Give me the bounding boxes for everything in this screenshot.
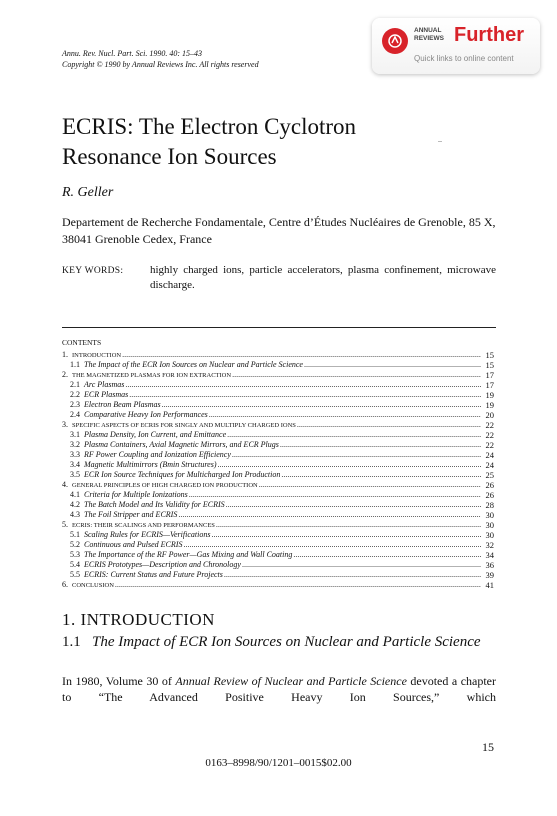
toc-entry bbox=[62, 380, 482, 390]
toc-entry-number: 1.1 bbox=[70, 360, 80, 369]
toc-entry bbox=[62, 540, 482, 550]
toc-leader-dots bbox=[189, 490, 481, 500]
toc-entry-page: 41 bbox=[485, 580, 494, 590]
toc-entry-title: GENERAL PRINCIPLES OF HIGH CHARGED ION PRODUCTION bbox=[72, 482, 258, 489]
toc-entry-title: The Impact of the ECR Ion Sources on Nuclear and Particle Science bbox=[84, 360, 303, 369]
toc-leader-dots bbox=[216, 520, 481, 530]
toc-entry-page: 30 bbox=[485, 520, 494, 530]
toc-entry-page: 30 bbox=[485, 510, 494, 520]
badge-annual: ANNUAL bbox=[414, 27, 442, 34]
toc-entry bbox=[62, 560, 482, 570]
toc-entry-label bbox=[62, 490, 188, 500]
toc-leader-dots bbox=[232, 370, 481, 380]
toc-entry-title: The Foil Stripper and ECRIS bbox=[84, 510, 178, 519]
toc-entry-page: 17 bbox=[485, 380, 494, 390]
toc-entry-page: 25 bbox=[485, 470, 494, 480]
toc-entry-number: 5.5 bbox=[70, 570, 80, 579]
toc-entry bbox=[62, 580, 482, 590]
toc-entry-number: 3.4 bbox=[70, 460, 80, 469]
toc-entry-title: Continuous and Pulsed ECRIS bbox=[84, 540, 183, 549]
toc-entry-number: 3.3 bbox=[70, 450, 80, 459]
toc-entry-label bbox=[62, 430, 226, 440]
toc-entry-number: 5.1 bbox=[70, 530, 80, 539]
toc-entry-label bbox=[62, 560, 241, 570]
toc-entry-title: ECRIS: THEIR SCALINGS AND PERFORMANCES bbox=[72, 522, 215, 529]
badge-further: Further bbox=[454, 24, 524, 46]
toc-leader-dots bbox=[259, 480, 481, 490]
toc-entry-number: 2.1 bbox=[70, 380, 80, 389]
toc-leader-dots bbox=[162, 400, 481, 410]
toc-entry-number: 4.3 bbox=[70, 510, 80, 519]
toc-entry-title: Magnetic Multimirrors (Bmin Structures) bbox=[84, 460, 217, 469]
toc-entry-number: 5.4 bbox=[70, 560, 80, 569]
toc-entry-page: 19 bbox=[485, 390, 494, 400]
toc-entry-page: 15 bbox=[485, 350, 494, 360]
toc-entry-number: 1. bbox=[62, 350, 68, 359]
toc-entry bbox=[62, 550, 482, 560]
para-journal: Annual Review of Nuclear and Particle Science bbox=[175, 674, 407, 688]
toc-entry-number: 2.4 bbox=[70, 410, 80, 419]
toc-entry-number: 3.2 bbox=[70, 440, 80, 449]
contents-list bbox=[62, 350, 482, 590]
toc-entry-page: 28 bbox=[485, 500, 494, 510]
toc-entry-label bbox=[62, 460, 217, 470]
toc-entry-title: Plasma Containers, Axial Magnetic Mirrors, and ECR Plugs bbox=[84, 440, 279, 449]
further-badge[interactable] bbox=[372, 18, 540, 74]
toc-entry-page: 22 bbox=[485, 440, 494, 450]
keywords-label: KEY WORDS: bbox=[62, 266, 124, 276]
toc-entry-title: Arc Plasmas bbox=[84, 380, 125, 389]
toc-entry-title: ECR Plasmas bbox=[84, 390, 129, 399]
toc-entry-number: 3.1 bbox=[70, 430, 80, 439]
toc-entry-page: 24 bbox=[485, 460, 494, 470]
para-part-1: In 1980, Volume 30 of bbox=[62, 674, 176, 688]
toc-entry-page: 17 bbox=[485, 370, 494, 380]
toc-entry-title: Criteria for Multiple Ionizations bbox=[84, 490, 188, 499]
toc-leader-dots bbox=[125, 380, 481, 390]
article-title bbox=[62, 112, 356, 172]
toc-entry-title: SPECIFIC ASPECTS OF ECRIS FOR SINGLY AND MULTIPLY CHARGED IONS bbox=[72, 422, 296, 429]
toc-entry bbox=[62, 470, 482, 480]
toc-entry-label bbox=[62, 440, 279, 450]
toc-entry-page: 36 bbox=[485, 560, 494, 570]
toc-entry-number: 2. bbox=[62, 370, 68, 379]
toc-entry-title: ECR Ion Source Techniques for Multicharged Ion Production bbox=[84, 470, 281, 479]
toc-leader-dots bbox=[227, 430, 481, 440]
toc-leader-dots bbox=[183, 540, 481, 550]
toc-entry-title: CONCLUSION bbox=[72, 582, 114, 589]
toc-entry-label bbox=[62, 550, 292, 560]
issn-line: 0163–8998/90/1201–0015$02.00 bbox=[205, 757, 352, 769]
subsection-title: The Impact of ECR Ion Sources on Nuclear and Particle Science bbox=[92, 634, 481, 650]
toc-entry-title: Electron Beam Plasmas bbox=[84, 400, 161, 409]
badge-publisher bbox=[414, 27, 444, 42]
scan-speck bbox=[438, 141, 442, 142]
toc-entry-title: The Importance of the RF Power—Gas Mixing and Wall Coating bbox=[84, 550, 293, 559]
toc-entry bbox=[62, 370, 482, 380]
toc-entry bbox=[62, 400, 482, 410]
toc-entry bbox=[62, 570, 482, 580]
toc-entry bbox=[62, 390, 482, 400]
toc-leader-dots bbox=[226, 500, 481, 510]
toc-entry-label bbox=[62, 500, 225, 510]
toc-entry-number: 5. bbox=[62, 520, 68, 529]
toc-leader-dots bbox=[242, 560, 481, 570]
toc-entry bbox=[62, 410, 482, 420]
para-part-2: devoted a chapter to “The Advanced Positive Heavy Ion Sources,” which bbox=[62, 674, 497, 704]
annual-reviews-logo-icon bbox=[382, 28, 408, 54]
toc-entry bbox=[62, 420, 482, 430]
toc-entry-page: 30 bbox=[485, 530, 494, 540]
toc-entry-page: 39 bbox=[485, 570, 494, 580]
toc-entry-label bbox=[62, 580, 114, 591]
title-line-1: ECRIS: The Electron Cyclotron bbox=[62, 114, 357, 139]
author-name: R. Geller bbox=[62, 185, 114, 200]
toc-entry-page: 15 bbox=[485, 360, 494, 370]
badge-quicklinks: Quick links to online content bbox=[414, 54, 514, 63]
badge-reviews: REVIEWS bbox=[414, 34, 444, 42]
toc-entry bbox=[62, 520, 482, 530]
toc-entry-page: 22 bbox=[485, 420, 494, 430]
toc-entry-title: Comparative Heavy Ion Performances bbox=[84, 410, 208, 419]
toc-leader-dots bbox=[293, 550, 481, 560]
toc-entry-label bbox=[62, 540, 182, 550]
contents-heading: CONTENTS bbox=[62, 338, 102, 347]
toc-entry-title: Plasma Density, Ion Current, and Emittance bbox=[84, 430, 227, 439]
toc-entry-title: ECRIS Prototypes—Description and Chronology bbox=[84, 560, 241, 569]
toc-entry-title: The Batch Model and Its Validity for ECRIS bbox=[84, 500, 225, 509]
toc-entry-number: 3.5 bbox=[70, 470, 80, 479]
toc-entry-page: 24 bbox=[485, 450, 494, 460]
toc-entry-number: 2.2 bbox=[70, 390, 80, 399]
page-number: 15 bbox=[482, 740, 494, 754]
contents-divider bbox=[62, 327, 496, 328]
subsection-heading bbox=[62, 632, 482, 653]
toc-entry-number: 2.3 bbox=[70, 400, 80, 409]
toc-leader-dots bbox=[218, 460, 481, 470]
toc-entry bbox=[62, 350, 482, 360]
toc-entry-title: THE MAGNETIZED PLASMAS FOR ION EXTRACTION bbox=[72, 372, 232, 379]
toc-entry bbox=[62, 530, 482, 540]
toc-entry-number: 4. bbox=[62, 480, 68, 489]
toc-entry-page: 22 bbox=[485, 430, 494, 440]
toc-entry-number: 4.2 bbox=[70, 500, 80, 509]
toc-entry-title: Scaling Rules for ECRIS—Verifications bbox=[84, 530, 211, 539]
toc-entry-title: RF Power Coupling and Ionization Efficiency bbox=[84, 450, 231, 459]
toc-leader-dots bbox=[224, 570, 481, 580]
toc-entry bbox=[62, 460, 482, 470]
toc-leader-dots bbox=[209, 410, 481, 420]
toc-leader-dots bbox=[122, 350, 481, 360]
toc-entry-label bbox=[62, 410, 208, 420]
toc-entry-label bbox=[62, 450, 231, 460]
toc-entry-page: 34 bbox=[485, 550, 494, 560]
toc-leader-dots bbox=[178, 510, 481, 520]
citation bbox=[62, 48, 259, 70]
section-heading: 1. INTRODUCTION bbox=[62, 610, 215, 629]
toc-entry bbox=[62, 480, 482, 490]
toc-leader-dots bbox=[232, 450, 481, 460]
toc-entry bbox=[62, 360, 482, 370]
toc-leader-dots bbox=[211, 530, 481, 540]
toc-leader-dots bbox=[304, 360, 481, 370]
toc-entry-number: 6. bbox=[62, 580, 68, 589]
toc-entry bbox=[62, 430, 482, 440]
toc-entry-number: 5.3 bbox=[70, 550, 80, 559]
toc-entry-number: 5.2 bbox=[70, 540, 80, 549]
toc-entry-label bbox=[62, 360, 303, 370]
toc-entry-title: INTRODUCTION bbox=[72, 352, 122, 359]
toc-entry-page: 32 bbox=[485, 540, 494, 550]
citation-journal: Annu. Rev. Nucl. Part. Sci. 1990. 40: 15–43 bbox=[62, 49, 203, 58]
toc-entry-title: ECRIS: Current Status and Future Projects bbox=[84, 570, 223, 579]
toc-entry-label bbox=[62, 510, 177, 520]
toc-entry bbox=[62, 440, 482, 450]
toc-entry-label bbox=[62, 470, 280, 480]
citation-copyright: Copyright © 1990 by Annual Reviews Inc. All rights reserved bbox=[62, 60, 259, 69]
toc-entry-page: 26 bbox=[485, 490, 494, 500]
toc-entry-number: 4.1 bbox=[70, 490, 80, 499]
toc-leader-dots bbox=[129, 390, 481, 400]
toc-entry-page: 26 bbox=[485, 480, 494, 490]
subsection-number: 1.1 bbox=[62, 634, 81, 650]
title-line-2: Resonance Ion Sources bbox=[62, 144, 277, 169]
toc-entry-label bbox=[62, 570, 223, 580]
toc-leader-dots bbox=[297, 420, 481, 430]
toc-entry bbox=[62, 450, 482, 460]
toc-leader-dots bbox=[115, 580, 481, 590]
toc-entry-number: 3. bbox=[62, 420, 68, 429]
contents-pages bbox=[474, 350, 494, 590]
toc-leader-dots bbox=[280, 440, 481, 450]
toc-entry-page: 19 bbox=[485, 400, 494, 410]
keywords-text: highly charged ions, particle accelerators, plasma confinement, microwave discharge. bbox=[150, 264, 496, 291]
toc-entry-label bbox=[62, 400, 161, 410]
toc-entry-page: 20 bbox=[485, 410, 494, 420]
toc-leader-dots bbox=[281, 470, 481, 480]
toc-entry bbox=[62, 490, 482, 500]
body-paragraph bbox=[62, 673, 496, 705]
toc-entry-label bbox=[62, 390, 128, 400]
toc-entry-label bbox=[62, 380, 124, 390]
toc-entry-label bbox=[62, 530, 210, 540]
toc-entry bbox=[62, 510, 482, 520]
toc-entry bbox=[62, 500, 482, 510]
author-affiliation: Departement de Recherche Fondamentale, Centre d’Études Nucléaires de Grenoble, 85 X, 38041 Grenoble Cedex, France bbox=[62, 215, 496, 246]
